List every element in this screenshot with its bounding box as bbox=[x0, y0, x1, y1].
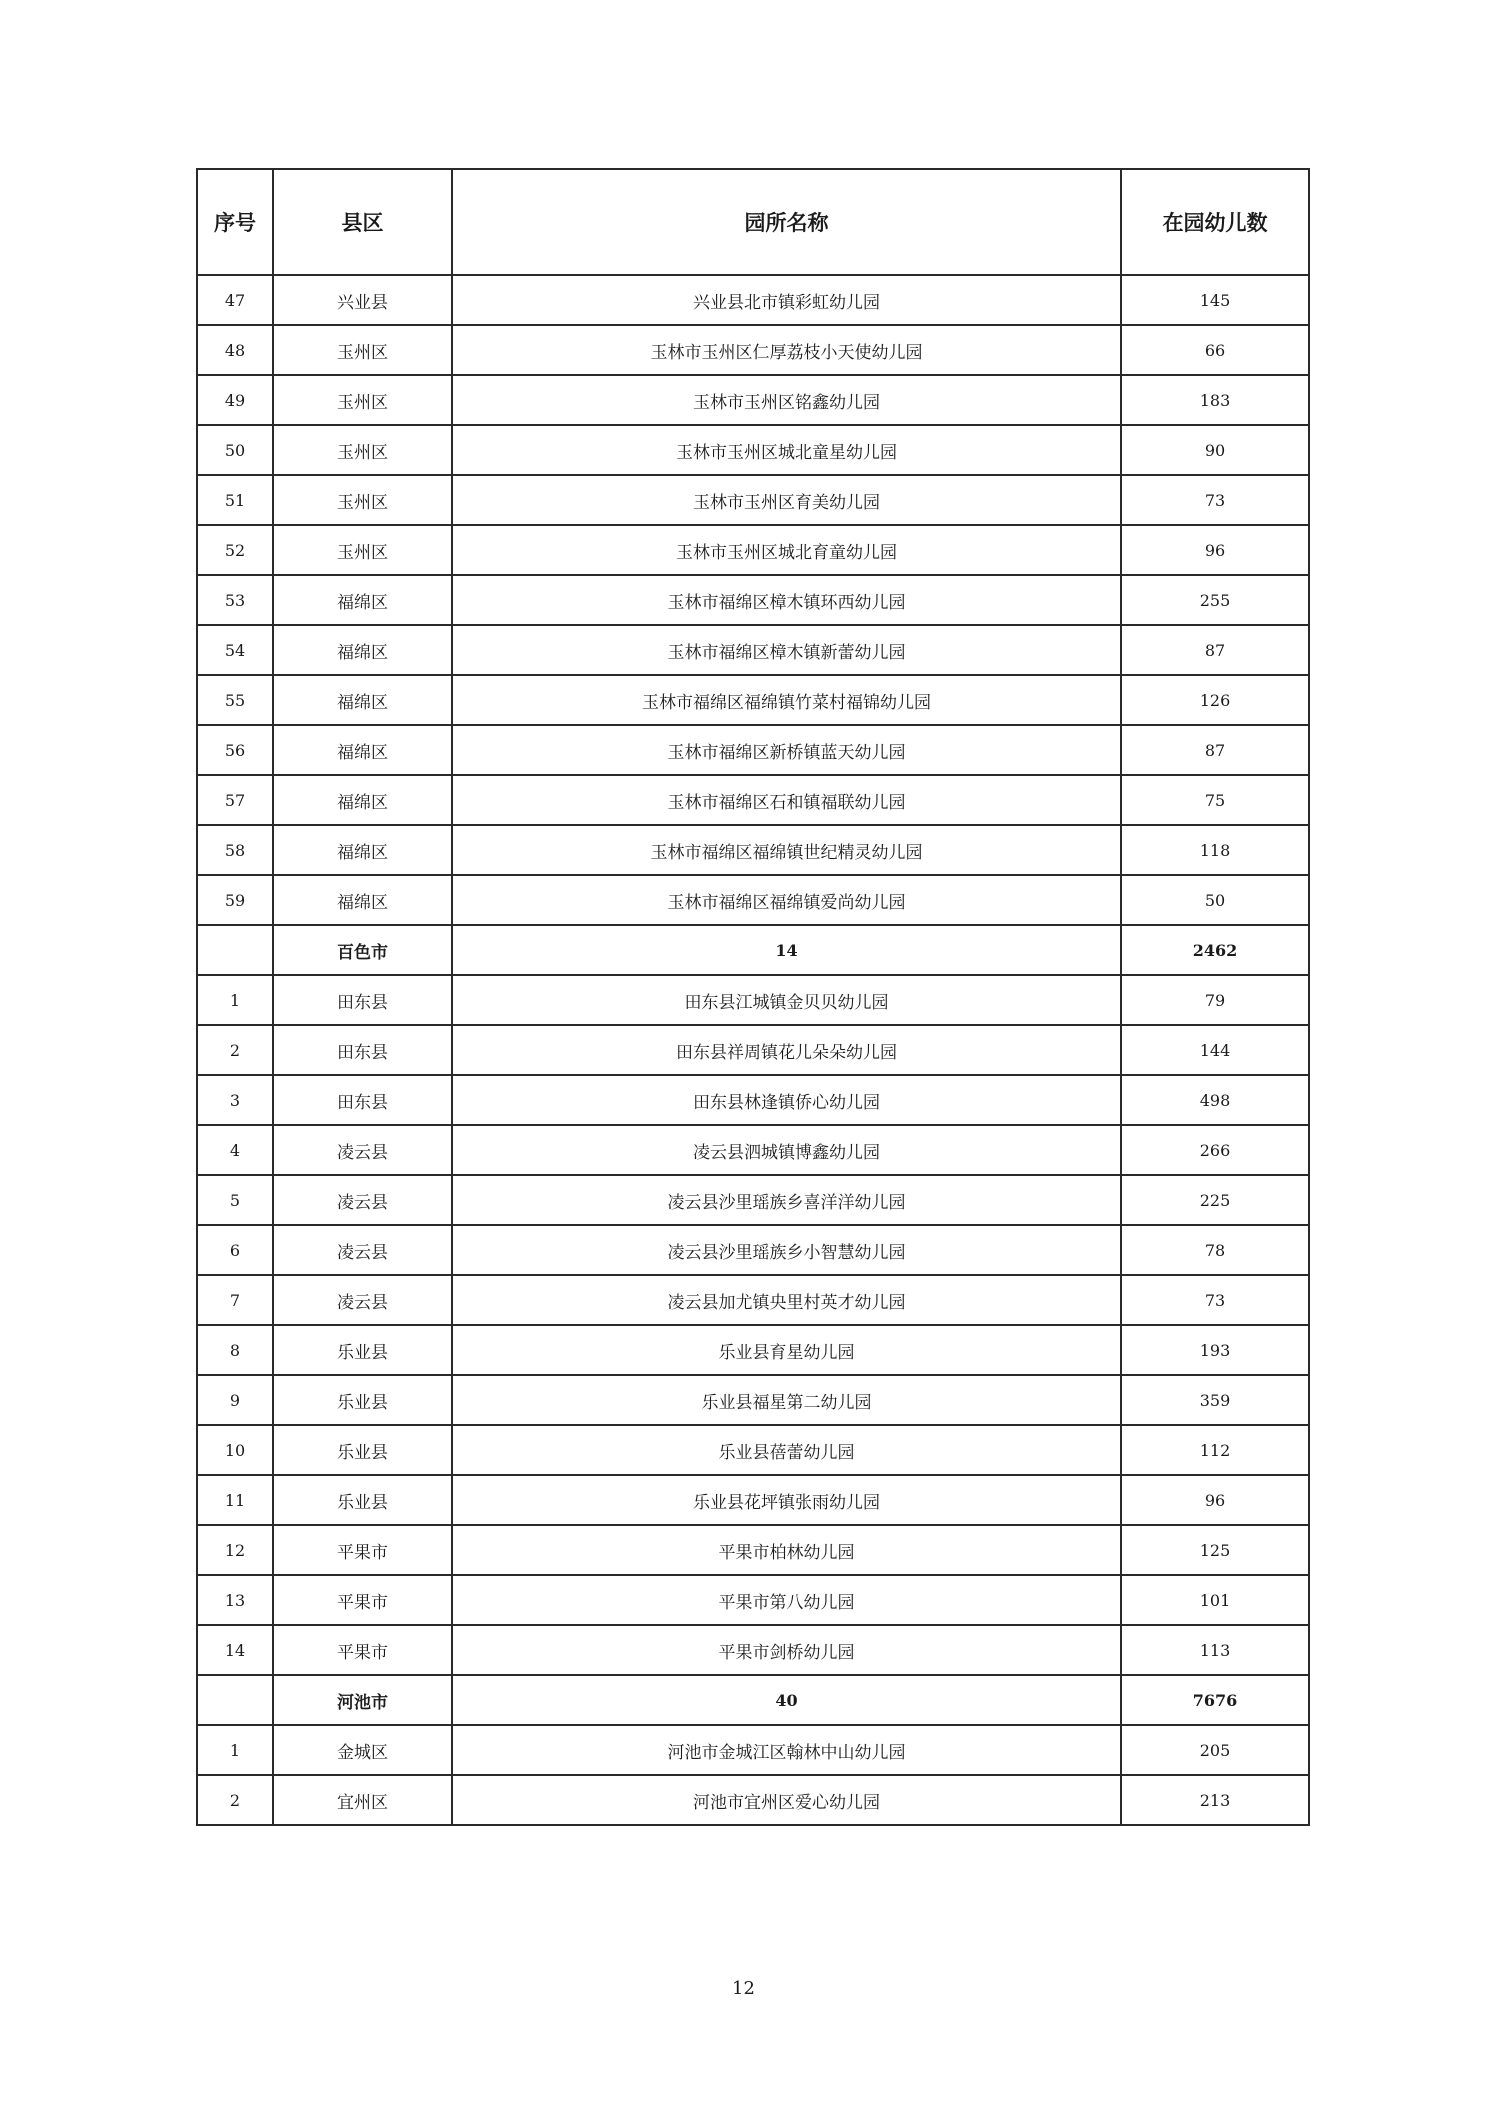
serial-number-cell: 10 bbox=[197, 1425, 273, 1475]
kindergarten-name-cell: 河池市宜州区爱心幼儿园 bbox=[452, 1775, 1121, 1825]
kindergarten-name-cell: 河池市金城江区翰林中山幼儿园 bbox=[452, 1725, 1121, 1775]
serial-number-cell: 50 bbox=[197, 425, 273, 475]
county-cell: 乐业县 bbox=[273, 1325, 452, 1375]
serial-number-cell: 14 bbox=[197, 1625, 273, 1675]
enrolled-count-cell: 144 bbox=[1121, 1025, 1309, 1075]
enrolled-count-cell: 113 bbox=[1121, 1625, 1309, 1675]
table-row bbox=[197, 1575, 1309, 1625]
table-row bbox=[197, 1775, 1309, 1825]
kindergarten-name-cell: 田东县林逢镇侨心幼儿园 bbox=[452, 1075, 1121, 1125]
kindergarten-count-cell: 40 bbox=[452, 1675, 1121, 1725]
enrolled-count-cell: 183 bbox=[1121, 375, 1309, 425]
serial-number-cell: 7 bbox=[197, 1275, 273, 1325]
table-row bbox=[197, 425, 1309, 475]
enrolled-count-cell: 359 bbox=[1121, 1375, 1309, 1425]
county-cell: 福绵区 bbox=[273, 625, 452, 675]
kindergarten-name-cell: 玉林市福绵区石和镇福联幼儿园 bbox=[452, 775, 1121, 825]
county-cell: 平果市 bbox=[273, 1525, 452, 1575]
county-cell: 田东县 bbox=[273, 1075, 452, 1125]
serial-number-cell: 1 bbox=[197, 975, 273, 1025]
enrolled-count-cell: 73 bbox=[1121, 475, 1309, 525]
county-cell: 玉州区 bbox=[273, 525, 452, 575]
kindergarten-name-cell: 玉林市福绵区樟木镇新蕾幼儿园 bbox=[452, 625, 1121, 675]
table-row bbox=[197, 1475, 1309, 1525]
enrolled-count-cell: 101 bbox=[1121, 1575, 1309, 1625]
enrolled-count-cell: 225 bbox=[1121, 1175, 1309, 1225]
kindergarten-name-cell: 玉林市玉州区育美幼儿园 bbox=[452, 475, 1121, 525]
enrolled-count-cell: 266 bbox=[1121, 1125, 1309, 1175]
serial-number-cell: 51 bbox=[197, 475, 273, 525]
county-cell: 宜州区 bbox=[273, 1775, 452, 1825]
serial-number-cell: 2 bbox=[197, 1025, 273, 1075]
county-cell: 福绵区 bbox=[273, 825, 452, 875]
table-row bbox=[197, 775, 1309, 825]
serial-number-cell: 57 bbox=[197, 775, 273, 825]
serial-number-cell: 47 bbox=[197, 275, 273, 325]
kindergarten-name-cell: 玉林市福绵区福绵镇竹菜村福锦幼儿园 bbox=[452, 675, 1121, 725]
table-row bbox=[197, 875, 1309, 925]
county-cell: 百色市 bbox=[273, 925, 452, 975]
enrolled-count-cell: 125 bbox=[1121, 1525, 1309, 1575]
city-subtotal-row bbox=[197, 925, 1309, 975]
kindergarten-name-cell: 乐业县花坪镇张雨幼儿园 bbox=[452, 1475, 1121, 1525]
kindergarten-name-cell: 田东县江城镇金贝贝幼儿园 bbox=[452, 975, 1121, 1025]
kindergarten-name-cell: 平果市柏林幼儿园 bbox=[452, 1525, 1121, 1575]
serial-number-cell: 13 bbox=[197, 1575, 273, 1625]
serial-number-cell: 8 bbox=[197, 1325, 273, 1375]
table-header-row bbox=[197, 169, 1309, 275]
enrolled-count-cell: 87 bbox=[1121, 725, 1309, 775]
kindergarten-name-cell: 玉林市福绵区福绵镇世纪精灵幼儿园 bbox=[452, 825, 1121, 875]
county-cell: 玉州区 bbox=[273, 325, 452, 375]
enrolled-count-cell: 66 bbox=[1121, 325, 1309, 375]
enrolled-count-cell: 205 bbox=[1121, 1725, 1309, 1775]
table-row bbox=[197, 1225, 1309, 1275]
serial-number-cell: 56 bbox=[197, 725, 273, 775]
county-cell: 平果市 bbox=[273, 1575, 452, 1625]
table-row bbox=[197, 1275, 1309, 1325]
table-row bbox=[197, 1375, 1309, 1425]
table-row bbox=[197, 1725, 1309, 1775]
kindergarten-name-cell: 玉林市福绵区新桥镇蓝天幼儿园 bbox=[452, 725, 1121, 775]
county-cell: 兴业县 bbox=[273, 275, 452, 325]
table-row bbox=[197, 1075, 1309, 1125]
header-enrolled-children: 在园幼儿数 bbox=[1121, 169, 1309, 275]
serial-number-cell: 52 bbox=[197, 525, 273, 575]
table-row bbox=[197, 525, 1309, 575]
county-cell: 玉州区 bbox=[273, 375, 452, 425]
enrolled-count-cell: 255 bbox=[1121, 575, 1309, 625]
kindergarten-count-cell: 14 bbox=[452, 925, 1121, 975]
kindergarten-name-cell: 凌云县泗城镇博鑫幼儿园 bbox=[452, 1125, 1121, 1175]
enrolled-count-cell: 118 bbox=[1121, 825, 1309, 875]
serial-number-cell: 1 bbox=[197, 1725, 273, 1775]
county-cell: 凌云县 bbox=[273, 1125, 452, 1175]
kindergarten-name-cell: 玉林市玉州区铭鑫幼儿园 bbox=[452, 375, 1121, 425]
kindergarten-name-cell: 兴业县北市镇彩虹幼儿园 bbox=[452, 275, 1121, 325]
table-row bbox=[197, 1425, 1309, 1475]
county-cell: 乐业县 bbox=[273, 1425, 452, 1475]
serial-number-cell: 54 bbox=[197, 625, 273, 675]
kindergarten-name-cell: 乐业县育星幼儿园 bbox=[452, 1325, 1121, 1375]
serial-number-cell: 55 bbox=[197, 675, 273, 725]
county-cell: 田东县 bbox=[273, 975, 452, 1025]
table-row bbox=[197, 675, 1309, 725]
kindergarten-name-cell: 玉林市玉州区仁厚荔枝小天使幼儿园 bbox=[452, 325, 1121, 375]
county-cell: 田东县 bbox=[273, 1025, 452, 1075]
serial-number-cell: 12 bbox=[197, 1525, 273, 1575]
serial-number-cell: 2 bbox=[197, 1775, 273, 1825]
serial-number-cell: 11 bbox=[197, 1475, 273, 1525]
enrolled-count-cell: 73 bbox=[1121, 1275, 1309, 1325]
county-cell: 凌云县 bbox=[273, 1175, 452, 1225]
enrolled-count-cell: 145 bbox=[1121, 275, 1309, 325]
kindergarten-name-cell: 玉林市福绵区福绵镇爱尚幼儿园 bbox=[452, 875, 1121, 925]
kindergarten-name-cell: 乐业县福星第二幼儿园 bbox=[452, 1375, 1121, 1425]
table-row bbox=[197, 725, 1309, 775]
county-cell: 福绵区 bbox=[273, 675, 452, 725]
serial-number-cell: 58 bbox=[197, 825, 273, 875]
serial-number-cell: 49 bbox=[197, 375, 273, 425]
serial-number-cell: 9 bbox=[197, 1375, 273, 1425]
county-cell: 福绵区 bbox=[273, 725, 452, 775]
header-serial-number: 序号 bbox=[197, 169, 273, 275]
county-cell: 乐业县 bbox=[273, 1475, 452, 1525]
county-cell: 平果市 bbox=[273, 1625, 452, 1675]
table-row bbox=[197, 825, 1309, 875]
county-cell: 凌云县 bbox=[273, 1275, 452, 1325]
county-cell: 玉州区 bbox=[273, 425, 452, 475]
county-cell: 福绵区 bbox=[273, 575, 452, 625]
enrolled-count-cell: 96 bbox=[1121, 525, 1309, 575]
serial-number-cell bbox=[197, 925, 273, 975]
enrolled-count-cell: 78 bbox=[1121, 1225, 1309, 1275]
table-row bbox=[197, 1175, 1309, 1225]
enrolled-count-cell: 50 bbox=[1121, 875, 1309, 925]
table-row bbox=[197, 375, 1309, 425]
county-cell: 乐业县 bbox=[273, 1375, 452, 1425]
serial-number-cell bbox=[197, 1675, 273, 1725]
kindergarten-name-cell: 玉林市玉州区城北童星幼儿园 bbox=[452, 425, 1121, 475]
serial-number-cell: 3 bbox=[197, 1075, 273, 1125]
enrolled-count-cell: 498 bbox=[1121, 1075, 1309, 1125]
county-cell: 玉州区 bbox=[273, 475, 452, 525]
city-subtotal-row bbox=[197, 1675, 1309, 1725]
county-cell: 河池市 bbox=[273, 1675, 452, 1725]
kindergarten-name-cell: 凌云县沙里瑶族乡小智慧幼儿园 bbox=[452, 1225, 1121, 1275]
header-county: 县区 bbox=[273, 169, 452, 275]
county-cell: 福绵区 bbox=[273, 775, 452, 825]
enrolled-count-cell: 96 bbox=[1121, 1475, 1309, 1525]
header-kindergarten-name: 园所名称 bbox=[452, 169, 1121, 275]
serial-number-cell: 48 bbox=[197, 325, 273, 375]
kindergarten-name-cell: 玉林市玉州区城北育童幼儿园 bbox=[452, 525, 1121, 575]
table-row bbox=[197, 575, 1309, 625]
kindergarten-name-cell: 平果市第八幼儿园 bbox=[452, 1575, 1121, 1625]
enrolled-count-cell: 213 bbox=[1121, 1775, 1309, 1825]
county-cell: 金城区 bbox=[273, 1725, 452, 1775]
serial-number-cell: 5 bbox=[197, 1175, 273, 1225]
serial-number-cell: 6 bbox=[197, 1225, 273, 1275]
kindergarten-name-cell: 平果市剑桥幼儿园 bbox=[452, 1625, 1121, 1675]
table-row bbox=[197, 1125, 1309, 1175]
table-row bbox=[197, 475, 1309, 525]
enrolled-count-cell: 87 bbox=[1121, 625, 1309, 675]
kindergarten-name-cell: 凌云县沙里瑶族乡喜洋洋幼儿园 bbox=[452, 1175, 1121, 1225]
enrolled-count-cell: 193 bbox=[1121, 1325, 1309, 1375]
page-number: 12 bbox=[732, 1978, 755, 1999]
county-cell: 凌云县 bbox=[273, 1225, 452, 1275]
table-row bbox=[197, 1525, 1309, 1575]
enrolled-count-cell: 90 bbox=[1121, 425, 1309, 475]
enrolled-count-cell: 2462 bbox=[1121, 925, 1309, 975]
table-row bbox=[197, 325, 1309, 375]
table-row bbox=[197, 275, 1309, 325]
table-row bbox=[197, 1325, 1309, 1375]
table-row bbox=[197, 1625, 1309, 1675]
table-row bbox=[197, 1025, 1309, 1075]
enrolled-count-cell: 79 bbox=[1121, 975, 1309, 1025]
table-row bbox=[197, 625, 1309, 675]
serial-number-cell: 59 bbox=[197, 875, 273, 925]
enrolled-count-cell: 112 bbox=[1121, 1425, 1309, 1475]
serial-number-cell: 53 bbox=[197, 575, 273, 625]
enrolled-count-cell: 75 bbox=[1121, 775, 1309, 825]
kindergarten-name-cell: 玉林市福绵区樟木镇环西幼儿园 bbox=[452, 575, 1121, 625]
enrolled-count-cell: 7676 bbox=[1121, 1675, 1309, 1725]
kindergarten-name-cell: 乐业县蓓蕾幼儿园 bbox=[452, 1425, 1121, 1475]
serial-number-cell: 4 bbox=[197, 1125, 273, 1175]
enrolled-count-cell: 126 bbox=[1121, 675, 1309, 725]
kindergarten-table bbox=[196, 168, 1310, 1826]
county-cell: 福绵区 bbox=[273, 875, 452, 925]
table-row bbox=[197, 975, 1309, 1025]
kindergarten-name-cell: 田东县祥周镇花儿朵朵幼儿园 bbox=[452, 1025, 1121, 1075]
kindergarten-name-cell: 凌云县加尤镇央里村英才幼儿园 bbox=[452, 1275, 1121, 1325]
